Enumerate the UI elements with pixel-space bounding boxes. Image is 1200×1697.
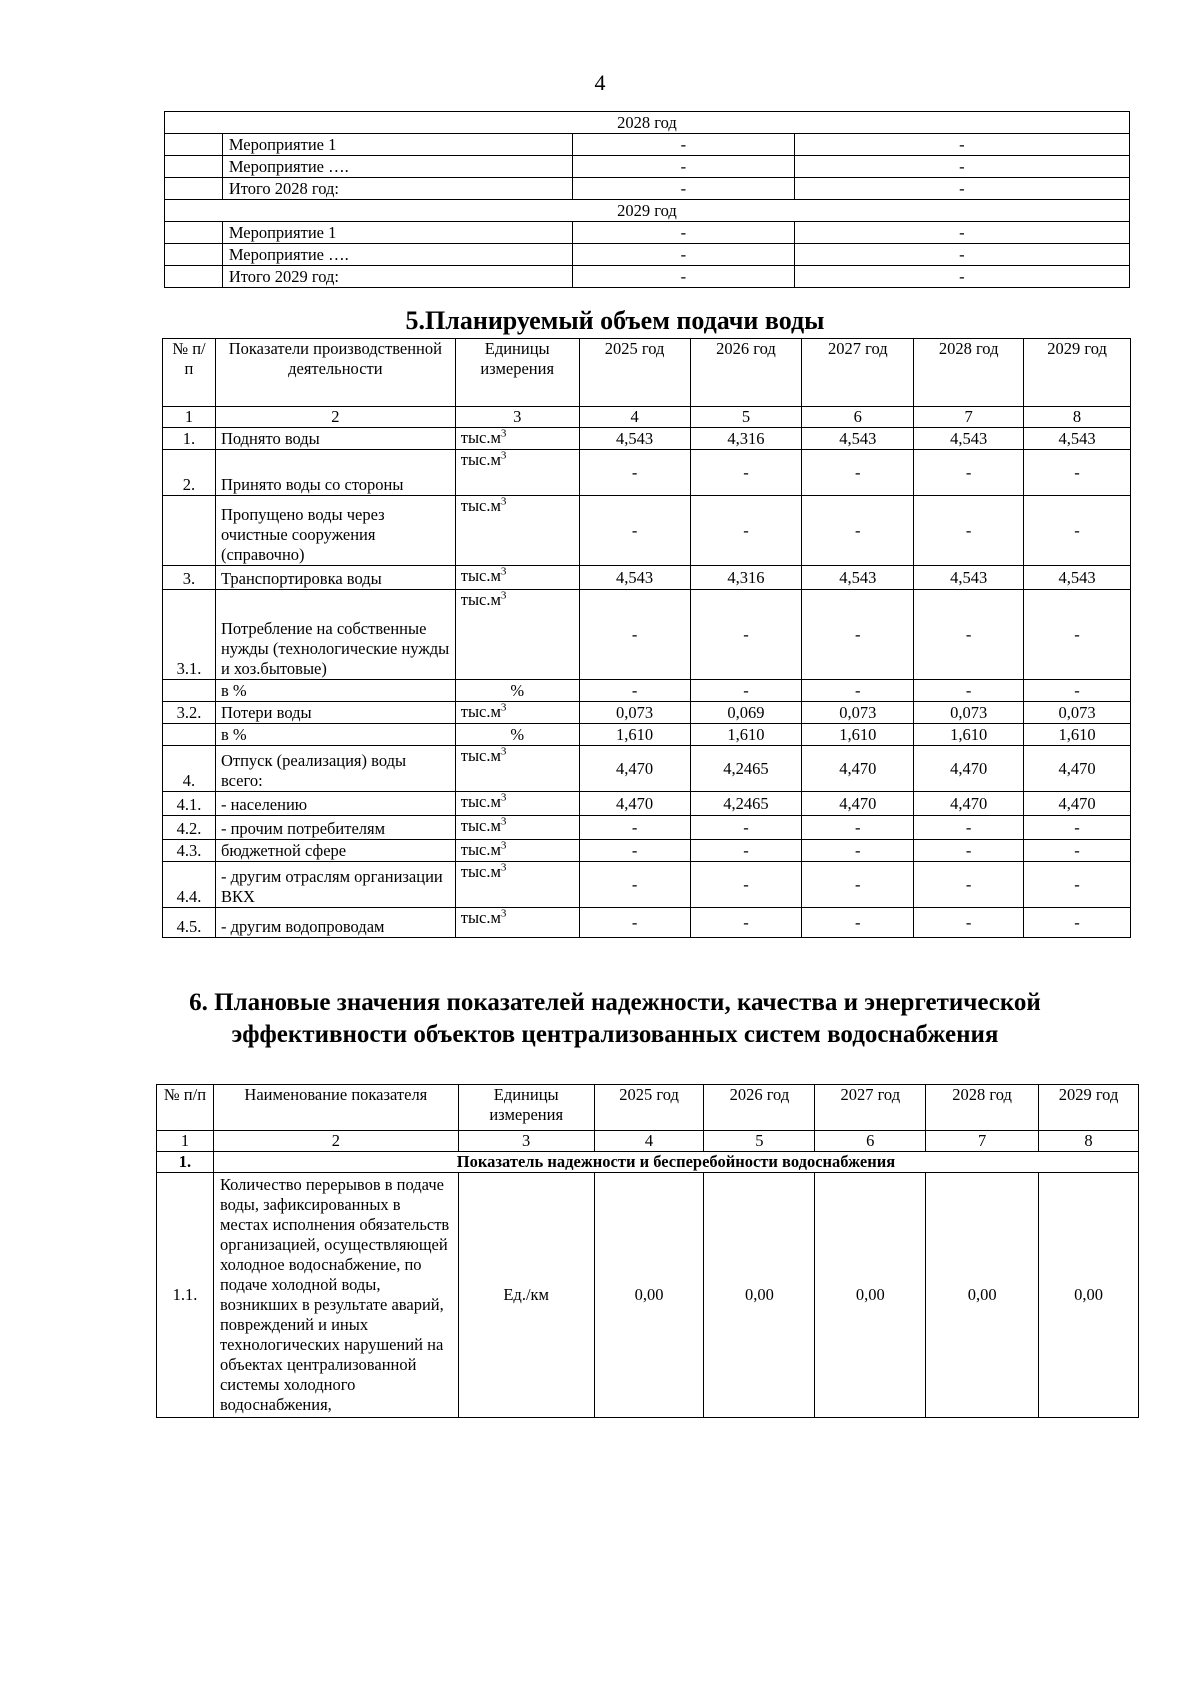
unit-text: тыс.м: [460, 746, 501, 765]
table-row: [165, 222, 1130, 244]
value-cell: -: [579, 816, 690, 840]
value-cell: -: [802, 816, 914, 840]
unit-exponent: 3: [500, 495, 507, 508]
unit-text: тыс.м: [460, 450, 501, 469]
unit-exponent: 3: [500, 861, 507, 874]
indicator-name: - прочим потребителям: [215, 816, 455, 840]
table-row: [163, 428, 1131, 450]
unit-text: тыс.м: [460, 840, 501, 859]
measure-value: -: [573, 244, 795, 266]
measure-value: -: [794, 244, 1129, 266]
value-cell: 4,543: [802, 428, 914, 450]
year-row-2029: [165, 200, 1130, 222]
value-cell: -: [690, 680, 802, 702]
col-number: 3: [455, 407, 579, 428]
col-header-2029: 2029 год: [1024, 339, 1131, 407]
unit-text: тыс.м: [460, 702, 501, 721]
unit-exponent: 3: [500, 449, 507, 462]
value-cell: 4,470: [1024, 746, 1131, 792]
indicator-name: - другим отраслям организации ВКХ: [215, 862, 455, 908]
value-cell: -: [1024, 816, 1131, 840]
value-cell: 4,543: [802, 566, 914, 590]
section-row: [157, 1152, 1139, 1173]
value-cell: -: [579, 680, 690, 702]
value-cell: -: [579, 840, 690, 862]
measures-table: [164, 111, 1130, 288]
unit-cell: [455, 792, 579, 816]
table-row: [163, 496, 1131, 566]
row-num: 1.: [163, 428, 216, 450]
value-cell: -: [914, 908, 1024, 938]
col-header-2027: 2027 год: [815, 1085, 926, 1131]
measure-name: Мероприятие ….: [222, 156, 572, 178]
value-cell: -: [579, 862, 690, 908]
measure-value: -: [794, 134, 1129, 156]
indicator-name: Транспортировка воды: [215, 566, 455, 590]
col-header-indicator: Наименование показателя: [213, 1085, 458, 1131]
unit-text: тыс.м: [460, 566, 501, 585]
value-cell: 4,316: [690, 566, 802, 590]
indicator-name: бюджетной сфере: [215, 840, 455, 862]
row-num: 4.2.: [163, 816, 216, 840]
measure-value: -: [573, 156, 795, 178]
header-row: [157, 1085, 1139, 1131]
value-cell: -: [914, 450, 1024, 496]
unit-cell: [455, 590, 579, 680]
unit-cell: [455, 862, 579, 908]
table-row: [163, 450, 1131, 496]
unit-exponent: 3: [500, 701, 507, 714]
value-cell: -: [579, 496, 690, 566]
unit-exponent: 3: [500, 745, 507, 758]
value-cell: 0,073: [914, 702, 1024, 724]
unit-text: тыс.м: [460, 496, 501, 515]
measure-name: Итого 2029 год:: [222, 266, 572, 288]
value-cell: -: [579, 590, 690, 680]
table-row: [157, 1173, 1139, 1418]
table-row: [163, 724, 1131, 746]
unit-text: тыс.м: [460, 428, 501, 447]
value-cell: 1,610: [690, 724, 802, 746]
unit-exponent: 3: [500, 427, 507, 440]
indicator-name: Отпуск (реализация) воды всего:: [215, 746, 455, 792]
table-row: [165, 244, 1130, 266]
col-number: 5: [690, 407, 802, 428]
col-number: 6: [815, 1131, 926, 1152]
value-cell: 1,610: [914, 724, 1024, 746]
value-cell: -: [690, 908, 802, 938]
row-num: 4.4.: [163, 862, 216, 908]
unit-cell: [455, 746, 579, 792]
section6-title: 6. Плановые значения показателей надежности, качества и энергетической эффективности объектов централизованных систем водоснабжения: [189, 989, 1041, 1048]
value-cell: -: [690, 816, 802, 840]
indicator-name: Потребление на собственные нужды (технологические нужды и хоз.бытовые): [215, 590, 455, 680]
row-num: 4.3.: [163, 840, 216, 862]
value-cell: -: [802, 908, 914, 938]
value-cell: 4,470: [914, 792, 1024, 816]
col-number: 2: [213, 1131, 458, 1152]
value-cell: 1,610: [579, 724, 690, 746]
col-header-num: № п/п: [163, 339, 216, 407]
value-cell: 4,470: [802, 792, 914, 816]
unit-text: %: [510, 725, 525, 744]
col-number: 2: [215, 407, 455, 428]
value-cell: 4,316: [690, 428, 802, 450]
value-cell: -: [802, 450, 914, 496]
value-cell: 4,470: [579, 746, 690, 792]
col-header-2026: 2026 год: [690, 339, 802, 407]
value-cell: -: [690, 450, 802, 496]
value-cell: 0,00: [926, 1173, 1039, 1418]
value-cell: 4,543: [914, 428, 1024, 450]
table-row: [163, 840, 1131, 862]
col-number-row: [157, 1131, 1139, 1152]
col-number: 3: [458, 1131, 594, 1152]
measure-value: -: [794, 178, 1129, 200]
value-cell: -: [690, 862, 802, 908]
col-number-row: [163, 407, 1131, 428]
table-row: [163, 590, 1131, 680]
indicator-name: в %: [215, 680, 455, 702]
table-row: [163, 816, 1131, 840]
indicator-name: Пропущено воды через очистные сооружения (справочно): [215, 496, 455, 566]
value-cell: 4,470: [1024, 792, 1131, 816]
indicator-name: - другим водопроводам: [215, 908, 455, 938]
measure-name: Мероприятие 1: [222, 134, 572, 156]
value-cell: -: [1024, 590, 1131, 680]
value-cell: 1,610: [1024, 724, 1131, 746]
unit-cell: [455, 450, 579, 496]
year-2028-label: 2028 год: [165, 112, 1130, 134]
table-row: [165, 134, 1130, 156]
table-row: [165, 156, 1130, 178]
unit-text: тыс.м: [460, 792, 501, 811]
row-num: 3.2.: [163, 702, 216, 724]
value-cell: 4,470: [579, 792, 690, 816]
value-cell: -: [1024, 450, 1131, 496]
value-cell: 0,073: [802, 702, 914, 724]
measure-value: -: [794, 266, 1129, 288]
measure-name: Мероприятие ….: [222, 244, 572, 266]
col-number: 5: [704, 1131, 815, 1152]
unit-exponent: 3: [500, 839, 507, 852]
value-cell: 4,470: [802, 746, 914, 792]
year-row-2028: [165, 112, 1130, 134]
unit-exponent: 3: [500, 589, 507, 602]
unit-exponent: 3: [500, 791, 507, 804]
unit-exponent: 3: [500, 565, 507, 578]
value-cell: 4,543: [914, 566, 1024, 590]
value-cell: -: [802, 496, 914, 566]
row-num: 3.1.: [163, 590, 216, 680]
col-header-indicator: Показатели производственной деятельности: [215, 339, 455, 407]
unit-exponent: 3: [500, 907, 507, 920]
col-number: 4: [594, 1131, 704, 1152]
col-header-2025: 2025 год: [579, 339, 690, 407]
year-2029-label: 2029 год: [165, 200, 1130, 222]
unit-text: тыс.м: [460, 908, 501, 927]
value-cell: -: [579, 908, 690, 938]
value-cell: -: [802, 680, 914, 702]
value-cell: -: [914, 862, 1024, 908]
row-num: 4.: [163, 746, 216, 792]
value-cell: -: [1024, 680, 1131, 702]
table-row: [163, 702, 1131, 724]
col-header-unit: Единицы измерения: [458, 1085, 594, 1131]
section-num: 1.: [157, 1152, 214, 1173]
row-num: 1.1.: [157, 1173, 214, 1418]
col-header-2027: 2027 год: [802, 339, 914, 407]
value-cell: -: [914, 840, 1024, 862]
unit-exponent: 3: [500, 815, 507, 828]
value-cell: -: [802, 840, 914, 862]
measure-value: -: [573, 134, 795, 156]
section5-title: 5.Планируемый объем подачи воды: [405, 306, 825, 335]
indicator-name: - населению: [215, 792, 455, 816]
value-cell: -: [690, 496, 802, 566]
value-cell: 0,00: [1039, 1173, 1139, 1418]
unit-cell: [455, 840, 579, 862]
col-number: 1: [157, 1131, 214, 1152]
reliability-table: [156, 1084, 1139, 1418]
row-num: 4.1.: [163, 792, 216, 816]
measure-value: -: [794, 222, 1129, 244]
col-number: 7: [926, 1131, 1039, 1152]
value-cell: -: [1024, 862, 1131, 908]
measure-value: -: [573, 266, 795, 288]
unit-cell: Ед./км: [458, 1173, 594, 1418]
value-cell: -: [690, 590, 802, 680]
row-num: [163, 724, 216, 746]
col-header-2028: 2028 год: [926, 1085, 1039, 1131]
row-num: 3.: [163, 566, 216, 590]
unit-cell: [455, 428, 579, 450]
indicator-name: Количество перерывов в подаче воды, зафиксированных в местах исполнения обязательств организацией, осуществляющей холодное водоснабжение, по подаче холодной воды, возникших в результате аварий, повреждений и иных технологических нарушений на объектах централизованной системы холодного водоснабжения,: [213, 1173, 458, 1418]
value-cell: -: [914, 816, 1024, 840]
value-cell: 4,2465: [690, 746, 802, 792]
measure-value: -: [573, 222, 795, 244]
value-cell: 0,073: [579, 702, 690, 724]
unit-cell: [455, 496, 579, 566]
col-number: 7: [914, 407, 1024, 428]
col-header-2029: 2029 год: [1039, 1085, 1139, 1131]
value-cell: 4,2465: [690, 792, 802, 816]
col-header-2025: 2025 год: [594, 1085, 704, 1131]
value-cell: -: [1024, 496, 1131, 566]
col-header-2028: 2028 год: [914, 339, 1024, 407]
measure-name: Мероприятие 1: [222, 222, 572, 244]
row-num: [163, 496, 216, 566]
table-row: [163, 566, 1131, 590]
indicator-name: в %: [215, 724, 455, 746]
unit-text: %: [510, 681, 525, 700]
measure-value: -: [573, 178, 795, 200]
value-cell: -: [1024, 840, 1131, 862]
col-header-2026: 2026 год: [704, 1085, 815, 1131]
indicator-name: Потери воды: [215, 702, 455, 724]
unit-cell: [455, 566, 579, 590]
unit-cell: [455, 816, 579, 840]
measure-value: -: [794, 156, 1129, 178]
unit-cell: [455, 680, 579, 702]
water-supply-table: [162, 338, 1131, 938]
value-cell: 0,00: [815, 1173, 926, 1418]
col-number: 8: [1024, 407, 1131, 428]
value-cell: -: [914, 680, 1024, 702]
table-row: [163, 680, 1131, 702]
header-row: [163, 339, 1131, 407]
value-cell: 0,00: [594, 1173, 704, 1418]
table-row: [165, 178, 1130, 200]
value-cell: 4,543: [579, 566, 690, 590]
value-cell: 4,543: [1024, 566, 1131, 590]
unit-text: тыс.м: [460, 816, 501, 835]
value-cell: -: [690, 840, 802, 862]
value-cell: -: [1024, 908, 1131, 938]
row-num: 4.5.: [163, 908, 216, 938]
table-row: [163, 862, 1131, 908]
unit-text: тыс.м: [460, 590, 501, 609]
indicator-name: Поднято воды: [215, 428, 455, 450]
value-cell: -: [579, 450, 690, 496]
value-cell: -: [802, 862, 914, 908]
unit-text: тыс.м: [460, 862, 501, 881]
table-row: [163, 792, 1131, 816]
row-num: 2.: [163, 450, 216, 496]
table-row: [163, 746, 1131, 792]
indicator-name: Принято воды со стороны: [215, 450, 455, 496]
page-number: 4: [594, 70, 606, 95]
section-title: Показатель надежности и бесперебойности водоснабжения: [213, 1152, 1138, 1173]
water-supply-rows: [163, 428, 1131, 938]
value-cell: 0,00: [704, 1173, 815, 1418]
value-cell: 1,610: [802, 724, 914, 746]
value-cell: 0,073: [1024, 702, 1131, 724]
col-header-num: № п/п: [157, 1085, 214, 1131]
col-number: 8: [1039, 1131, 1139, 1152]
value-cell: 4,543: [579, 428, 690, 450]
col-number: 1: [163, 407, 216, 428]
value-cell: -: [914, 590, 1024, 680]
table-row: [163, 908, 1131, 938]
unit-cell: [455, 908, 579, 938]
col-number: 4: [579, 407, 690, 428]
value-cell: 0,069: [690, 702, 802, 724]
value-cell: -: [802, 590, 914, 680]
value-cell: 4,470: [914, 746, 1024, 792]
col-header-unit: Единицы измерения: [455, 339, 579, 407]
table-row: [165, 266, 1130, 288]
col-number: 6: [802, 407, 914, 428]
measure-name: Итого 2028 год:: [222, 178, 572, 200]
value-cell: -: [914, 496, 1024, 566]
unit-cell: [455, 702, 579, 724]
value-cell: 4,543: [1024, 428, 1131, 450]
row-num: [163, 680, 216, 702]
unit-cell: [455, 724, 579, 746]
